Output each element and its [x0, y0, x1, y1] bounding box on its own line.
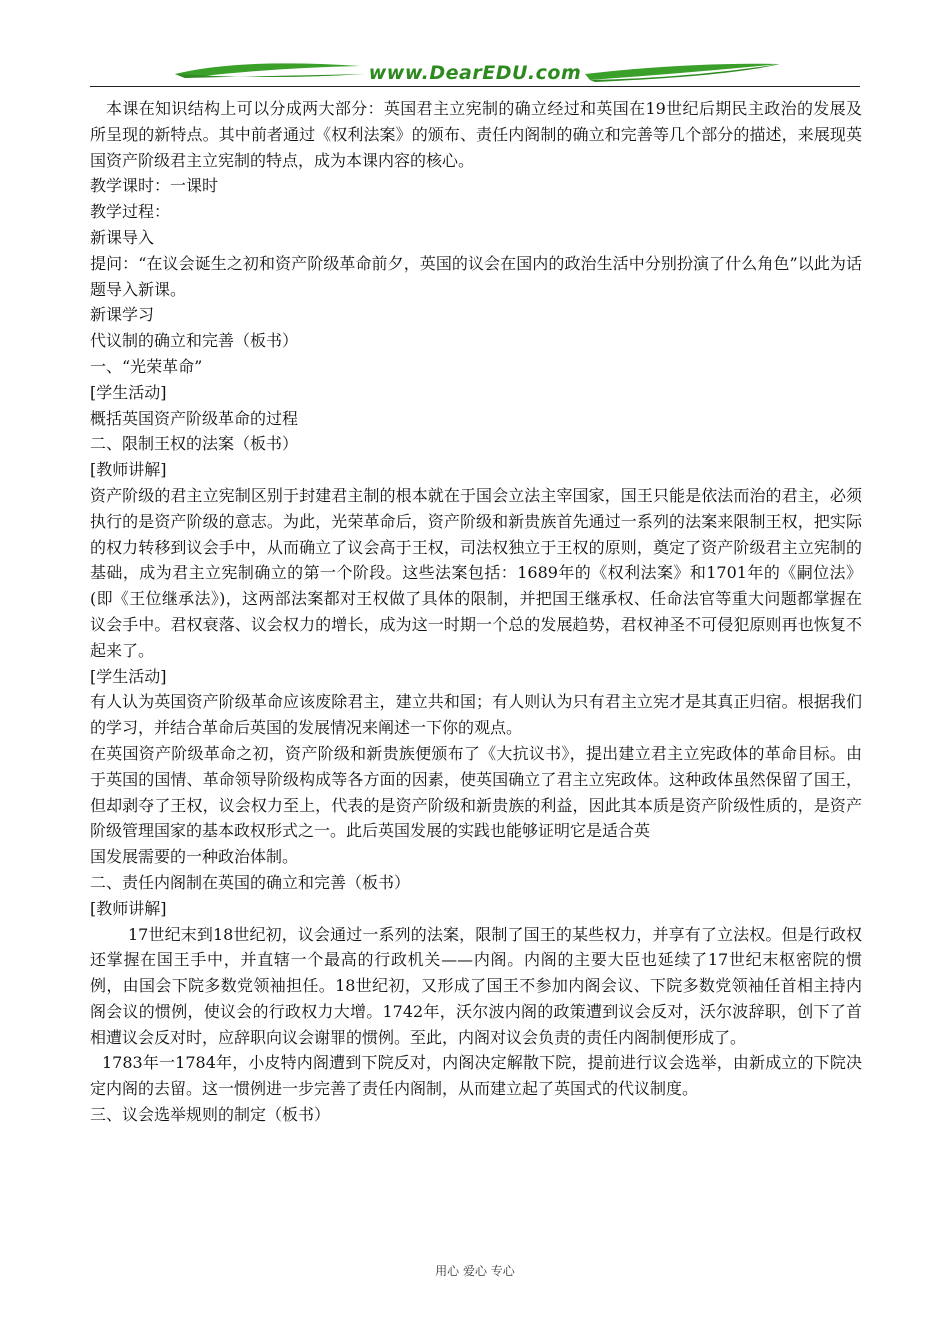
paragraph: 二、责任内阁制在英国的确立和完善（板书）	[90, 872, 411, 892]
paragraph: 国发展需要的一种政治体制。	[90, 847, 299, 867]
site-header	[90, 50, 860, 90]
site-title: www.DearEDU.com	[368, 62, 582, 84]
paragraph: [学生活动]	[90, 382, 167, 402]
paragraph: 教学过程：	[90, 202, 171, 222]
paragraph: 17世纪末到18世纪初，议会通过一系列的法案，限制了国王的某些权力，并享有了立法权。但是行政权还掌握在国王手中，并直辖一个最高的行政机关——内阁。内阁的主要大臣也延续了17世纪末枢密院的惯例，由国会下院多数党领袖担任。18世纪初，又形成了国王不参加内阁会议、下院多数党领袖任首相主持内阁会议的惯例，使议会的行政权力大增。1742年，沃尔波内阁的政策遭到议会反对，沃尔波辞职，创下了首相遭议会反对时，应辞职向议会谢罪的惯例。至此，内阁对议会负责的责任内阁制便形成了。	[90, 924, 862, 1047]
paragraph: 1783年一1784年，小皮特内阁遭到下院反对，内阁决定解散下院，提前进行议会选举，由新成立的下院决定内阁的去留。这一惯例进一步完善了责任内阁制，从而建立起了英国式的代议制度。	[90, 1053, 862, 1099]
paragraph: 三、议会选举规则的制定（板书）	[90, 1105, 331, 1125]
paragraph: 在英国资产阶级革命之初，资产阶级和新贵族便颁布了《大抗议书》，提出建立君主立宪政体的革命目标。由于英国的国情、革命领导阶级构成等各方面的因素，使英国确立了君主立宪政体。这种政体虽然保留了国王，但却剥夺了王权，议会权力至上，代表的是资产阶级和新贵族的利益，因此其本质是资产阶级性质的，是资产阶级管理国家的基本政权形式之一。此后英国发展的实践也能够证明它是适合英	[90, 743, 862, 841]
page-footer: 用心 爱心 专心	[435, 1264, 515, 1278]
paragraph: 资产阶级的君主立宪制区别于封建君主制的根本就在于国会立法主宰国家，国王只能是依法而治的君主，必须执行的是资产阶级的意志。为此，光荣革命后，资产阶级和新贵族首先通过一系列的法案来限制王权，把实际的权力转移到议会手中，从而确立了议会高于王权，司法权独立于王权的原则，奠定了资产阶级君主立宪制的基础，成为君主立宪制确立的第一个阶段。这些法案包括：1689年的《权利法案》和1701年的《嗣位法》(即《王位继承法》)，这两部法案都对王权做了具体的限制，并把国王继承权、任命法官等重大问题都掌握在议会手中。君权衰落、议会权力的增长，成为这一时期一个总的发展趋势，君权神圣不可侵犯原则再也恢复不起来了。	[90, 485, 862, 660]
paragraph: 本课在知识结构上可以分成两大部分：英国君主立宪制的确立经过和英国在19世纪后期民主政治的发展及所呈现的新特点。其中前者通过《权利法案》的颁布、责任内阁制的确立和完善等几个部分的描述，来展现英国资产阶级君主立宪制的特点，成为本课内容的核心。	[90, 99, 862, 170]
paragraph: 教学课时：一课时	[90, 176, 219, 196]
paragraph: 二、限制王权的法案（板书）	[90, 434, 299, 454]
paragraph: [教师讲解]	[90, 460, 167, 480]
paragraph: 概括英国资产阶级革命的过程	[90, 408, 299, 428]
paragraph: [教师讲解]	[90, 898, 167, 918]
paragraph: 一、“光荣革命”	[90, 356, 203, 376]
paragraph: [学生活动]	[90, 666, 167, 686]
paragraph: 提问：“在议会诞生之初和资产阶级革命前夕，英国的议会在国内的政治生活中分别扮演了什么角色”以此为话题导入新课。	[90, 253, 862, 299]
paragraph: 代议制的确立和完善（板书）	[90, 331, 299, 351]
paragraph: 有人认为英国资产阶级革命应该废除君主，建立共和国；有人则认为只有君主立宪才是其真正归宿。根据我们的学习，并结合革命后英国的发展情况来阐述一下你的观点。	[90, 692, 862, 738]
paragraph: 新课导入	[90, 227, 155, 247]
header-rule	[90, 86, 860, 87]
paragraph: 新课学习	[90, 305, 155, 325]
document-body	[90, 96, 862, 1128]
